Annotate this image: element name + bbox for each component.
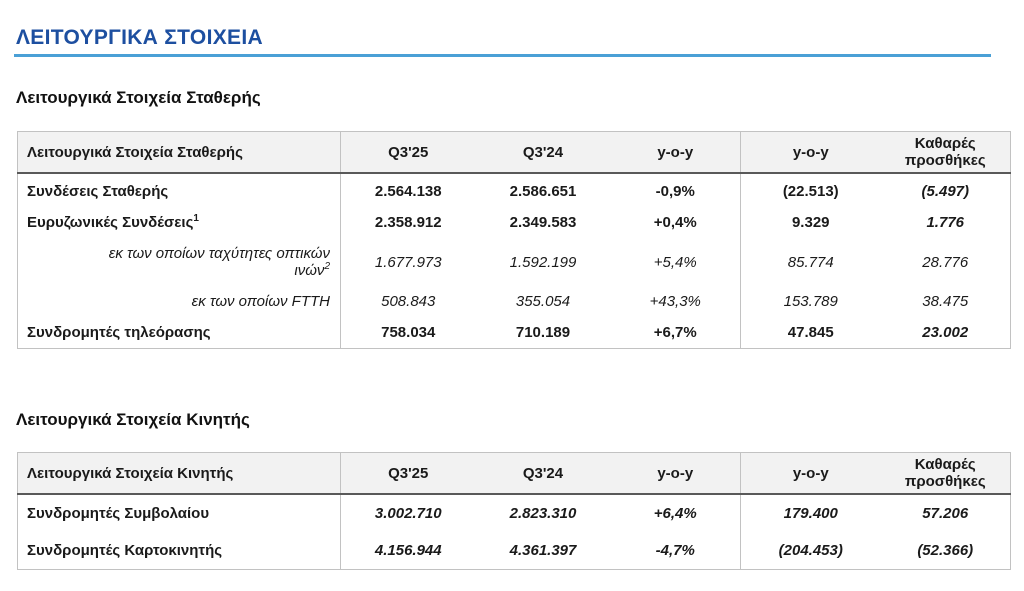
footnote-marker: 1 bbox=[193, 213, 199, 224]
cell-net-adds: 1.776 bbox=[926, 214, 965, 231]
cell-q3-25: 508.843 bbox=[381, 293, 436, 310]
cell-q3-24: 1.592.199 bbox=[509, 253, 577, 271]
row-label: Συνδέσεις Σταθερής bbox=[18, 173, 341, 207]
col-header-net-adds: Καθαρές προσθήκες bbox=[881, 453, 1011, 495]
col-header-q3-25: Q3'25 bbox=[341, 132, 476, 174]
table-row bbox=[18, 317, 1011, 349]
cell-yoy-abs: (204.453) bbox=[778, 542, 843, 559]
col-header-yoy-pct: y-o-y bbox=[611, 132, 741, 174]
table-row bbox=[18, 173, 1011, 207]
cell-q3-24: 710.189 bbox=[515, 324, 571, 341]
cell-q3-25: 2.358.912 bbox=[374, 214, 442, 231]
table-row bbox=[18, 286, 1011, 317]
section-heading-fixed: Λειτουργικά Στοιχεία Σταθερής bbox=[16, 88, 261, 107]
header-row bbox=[18, 132, 1011, 174]
title-underline-rule bbox=[14, 54, 991, 57]
table-row bbox=[18, 207, 1011, 238]
row-label: Συνδρομητές Καρτοκινητής bbox=[18, 532, 341, 570]
cell-yoy-abs: (22.513) bbox=[782, 183, 839, 200]
mobile-table bbox=[17, 452, 1011, 570]
col-header-yoy-pct: y-o-y bbox=[611, 453, 741, 495]
row-label: Ευρυζωνικές Συνδέσεις$^1$ bbox=[18, 207, 341, 238]
col-header-label: Λειτουργικά Στοιχεία Κινητής bbox=[18, 453, 341, 495]
col-header-label: Λειτουργικά Στοιχεία Σταθερής bbox=[18, 132, 341, 174]
row-label: Συνδρομητές τηλεόρασης bbox=[18, 317, 341, 349]
col-header-q3-24: Q3'24 bbox=[476, 132, 611, 174]
cell-q3-24: 2.349.583 bbox=[509, 214, 577, 231]
cell-net-adds: 23.002 bbox=[922, 324, 969, 341]
cell-q3-25: 2.564.138 bbox=[374, 183, 442, 200]
page-title: ΛΕΙΤΟΥΡΓΙΚΑ ΣΤΟΙΧΕΙΑ bbox=[16, 26, 263, 49]
cell-yoy-pct: +5,4% bbox=[611, 238, 741, 286]
cell-yoy-pct: +6,4% bbox=[611, 494, 741, 532]
cell-net-adds: 28.776 bbox=[922, 253, 969, 271]
cell-yoy-abs: 47.845 bbox=[787, 324, 834, 341]
row-label: εκ των οποίων FTTH bbox=[18, 286, 341, 317]
row-label: Συνδρομητές Συμβολαίου bbox=[18, 494, 341, 532]
cell-yoy-pct: +0,4% bbox=[611, 207, 741, 238]
cell-net-adds: (52.366) bbox=[917, 542, 974, 559]
cell-net-adds: 57.206 bbox=[922, 505, 969, 522]
cell-net-adds: (5.497) bbox=[921, 183, 970, 200]
cell-yoy-pct: -0,9% bbox=[611, 173, 741, 207]
cell-yoy-pct: -4,7% bbox=[611, 532, 741, 570]
cell-q3-25: 3.002.710 bbox=[374, 505, 442, 522]
col-header-q3-24: Q3'24 bbox=[476, 453, 611, 495]
cell-q3-25: 4.156.944 bbox=[374, 542, 442, 559]
mobile-table-header bbox=[18, 453, 1011, 495]
cell-net-adds: 38.475 bbox=[922, 293, 969, 310]
col-header-yoy-abs: y-o-y bbox=[741, 453, 881, 495]
cell-yoy-pct: +43,3% bbox=[611, 286, 741, 317]
cell-yoy-abs: 179.400 bbox=[783, 505, 838, 522]
cell-yoy-abs: 85.774 bbox=[787, 253, 834, 271]
cell-yoy-pct: +6,7% bbox=[611, 317, 741, 349]
footnote-marker: 2 bbox=[324, 261, 330, 272]
cell-q3-24: 4.361.397 bbox=[509, 542, 577, 559]
table-row bbox=[18, 494, 1011, 532]
table-row bbox=[18, 238, 1011, 286]
cell-q3-24: 2.823.310 bbox=[509, 505, 577, 522]
col-header-q3-25: Q3'25 bbox=[341, 453, 476, 495]
cell-q3-25: 1.677.973 bbox=[374, 253, 442, 271]
fixed-line-table bbox=[17, 131, 1011, 349]
col-header-net-adds: Καθαρές προσθήκες bbox=[881, 132, 1011, 174]
cell-q3-25: 758.034 bbox=[381, 324, 436, 341]
cell-q3-24: 2.586.651 bbox=[509, 183, 577, 200]
fixed-table-header bbox=[18, 132, 1011, 174]
table-row bbox=[18, 532, 1011, 570]
header-row bbox=[18, 453, 1011, 495]
cell-q3-24: 355.054 bbox=[515, 293, 571, 310]
cell-yoy-abs: 9.329 bbox=[791, 214, 830, 231]
row-label: εκ των οποίων ταχύτητες οπτικών ινών$^2$ bbox=[18, 238, 341, 286]
col-header-yoy-abs: y-o-y bbox=[741, 132, 881, 174]
section-heading-mobile: Λειτουργικά Στοιχεία Κινητής bbox=[16, 410, 250, 429]
cell-yoy-abs: 153.789 bbox=[783, 293, 838, 310]
